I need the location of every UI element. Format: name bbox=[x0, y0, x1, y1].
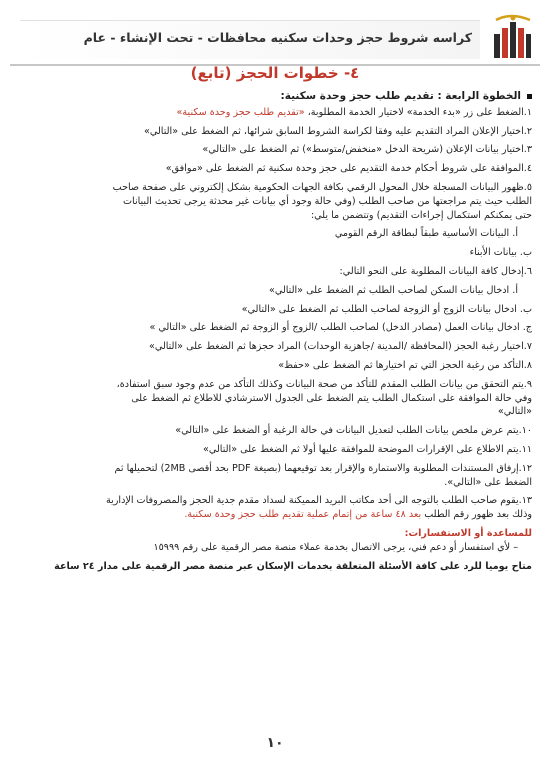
item-line: ١٢.إرفاق المستندات المطلوبة والاستمارة والإقرار بعد توقيعهما (بصيغة PDF بحد أقصى 2MB) لتحميلها ثم bbox=[114, 462, 532, 474]
contact-line: – لأي استفسار أو دعم فني، يرجى الاتصال بخدمة عملاء منصة مصر الرقمية على رقم ١٥٩٩٩ bbox=[153, 541, 518, 553]
sub-item: ب. بيانات الأبناء bbox=[469, 247, 532, 259]
page-number: ١٠ bbox=[266, 735, 284, 751]
square-bullet-icon bbox=[527, 94, 532, 99]
list-item: ٣.اختيار بيانات الإعلان (شريحة الدخل «منخفض/متوسط») ثم الضغط على «التالي» bbox=[202, 144, 532, 156]
list-item bbox=[22, 106, 532, 120]
item-line: الضغط على «التالي». bbox=[444, 476, 532, 488]
item-text: ١.الضغط على زر «بدء الخدمة» لاختيار الخدمة المطلوبة، bbox=[304, 106, 532, 118]
list-item: ٢.اختيار الإعلان المراد التقديم عليه وفقا لكراسة الشروط السابق شرائها، ثم الضغط على «التالي» bbox=[144, 125, 532, 137]
item-line: الطلب حيث يتم مراجعتها من صاحب الطلب (وفي حالة وجود أي بيانات غير محدثة يرجى تحديث البيانات bbox=[122, 195, 532, 207]
section-title: ٤- خطوات الحجز (تابع) bbox=[190, 64, 360, 82]
list-item: ١٠.يتم عرض ملخص بيانات الطلب لتعديل البيانات في حالة الرغبة أو الضغط على «التالي» bbox=[175, 425, 532, 437]
list-item bbox=[22, 378, 532, 419]
list-item: ٤.الموافقة على شروط أحكام خدمة التقديم على حجز وحدة سكنية ثم الضغط على «موافق» bbox=[165, 163, 532, 175]
item-text: وذلك بعد ظهور رقم الطلب bbox=[421, 509, 532, 521]
item-line: ٩.يتم التحقق من بيانات الطلب المقدم للتأكد من صحة البيانات وكذلك التأكد من عدم وجود سبق استفادة، bbox=[116, 378, 532, 390]
highlighted-text: بعد ٤٨ ساعة من إتمام عملية تقديم طلب حجز وحدة سكنية. bbox=[184, 509, 422, 521]
step4-heading-text: الخطوة الرابعة : تقديم طلب حجز وحدة سكنية: bbox=[280, 90, 521, 102]
document-body bbox=[22, 90, 532, 578]
list-item: ١١.يتم الاطلاع على الإقرارات الموضحة للموافقة عليها أولا ثم الضغط على «التالي» bbox=[203, 443, 532, 455]
item-line: حتى يمكنكم استكمال إجراءات التقديم) وتتضمن ما يلي: bbox=[310, 209, 532, 221]
list-item: ٦.إدخال كافة البيانات المطلوبة على النحو التالي: bbox=[339, 265, 532, 277]
list-item: ٧.اختيار رغبة الحجز (المحافظة /المدينة /جاهزية الوحدات) المراد حجزها ثم الضغط على «التالي» bbox=[148, 341, 532, 353]
sub-item: أ. ادخال بيانات السكن لصاحب الطلب ثم الضغط على «التالي» bbox=[268, 284, 518, 296]
page-header bbox=[10, 12, 540, 66]
item-line: وفي حالة الموافقة على استكمال الطلب يتم الضغط على الجدول الاسترشادي للاطلاع ثم الضغط على bbox=[131, 392, 532, 404]
list-item bbox=[22, 181, 532, 222]
item-line: «التالي» bbox=[497, 406, 532, 418]
header-title: كراسه شروط حجز وحدات سكنيه محافظات - تحت الإنشاء - عام bbox=[83, 30, 472, 45]
housing-ministry-logo-icon bbox=[486, 12, 536, 62]
contact-heading: للمساعدة أو الاستفسارات: bbox=[404, 527, 532, 539]
item-line: ٥.ظهور البيانات المسجلة خلال المحول الرقمي بكافة الجهات الحكومية بشكل إلكتروني على صفحة صاحب bbox=[112, 181, 532, 193]
highlighted-text: «تقديم طلب حجز وحدة سكنية» bbox=[176, 106, 305, 118]
list-item: ٨.التأكد من رغبة الحجز التي تم اختيارها ثم الضغط على «حفظ» bbox=[278, 359, 532, 371]
list-item bbox=[22, 462, 532, 490]
list-item bbox=[22, 494, 532, 522]
step4-heading bbox=[22, 90, 532, 104]
contact-line: متاح يوميا للرد على كافة الأسئلة المتعلقة بخدمات الإسكان عبر منصة مصر الرقمية على مدار ٢٤ ساعة bbox=[54, 560, 532, 572]
sub-item: أ. البيانات الأساسية طبقاً لبطاقة الرقم القومي bbox=[334, 228, 518, 240]
sub-item: ب. ادخال بيانات الزوج أو الزوجة لصاحب الطلب ثم الضغط على «التالي» bbox=[241, 303, 532, 315]
item-line: ١٣.يقوم صاحب الطلب بالتوجه الى أحد مكاتب البريد المميكنة لسداد مقدم جدية الحجز والمصروفات الإدارية bbox=[105, 495, 532, 507]
sub-item: ج. ادخال بيانات العمل (مصادر الدخل) لصاحب الطلب /الزوج أو الزوجة ثم الضغط على «التالي » bbox=[149, 322, 532, 334]
